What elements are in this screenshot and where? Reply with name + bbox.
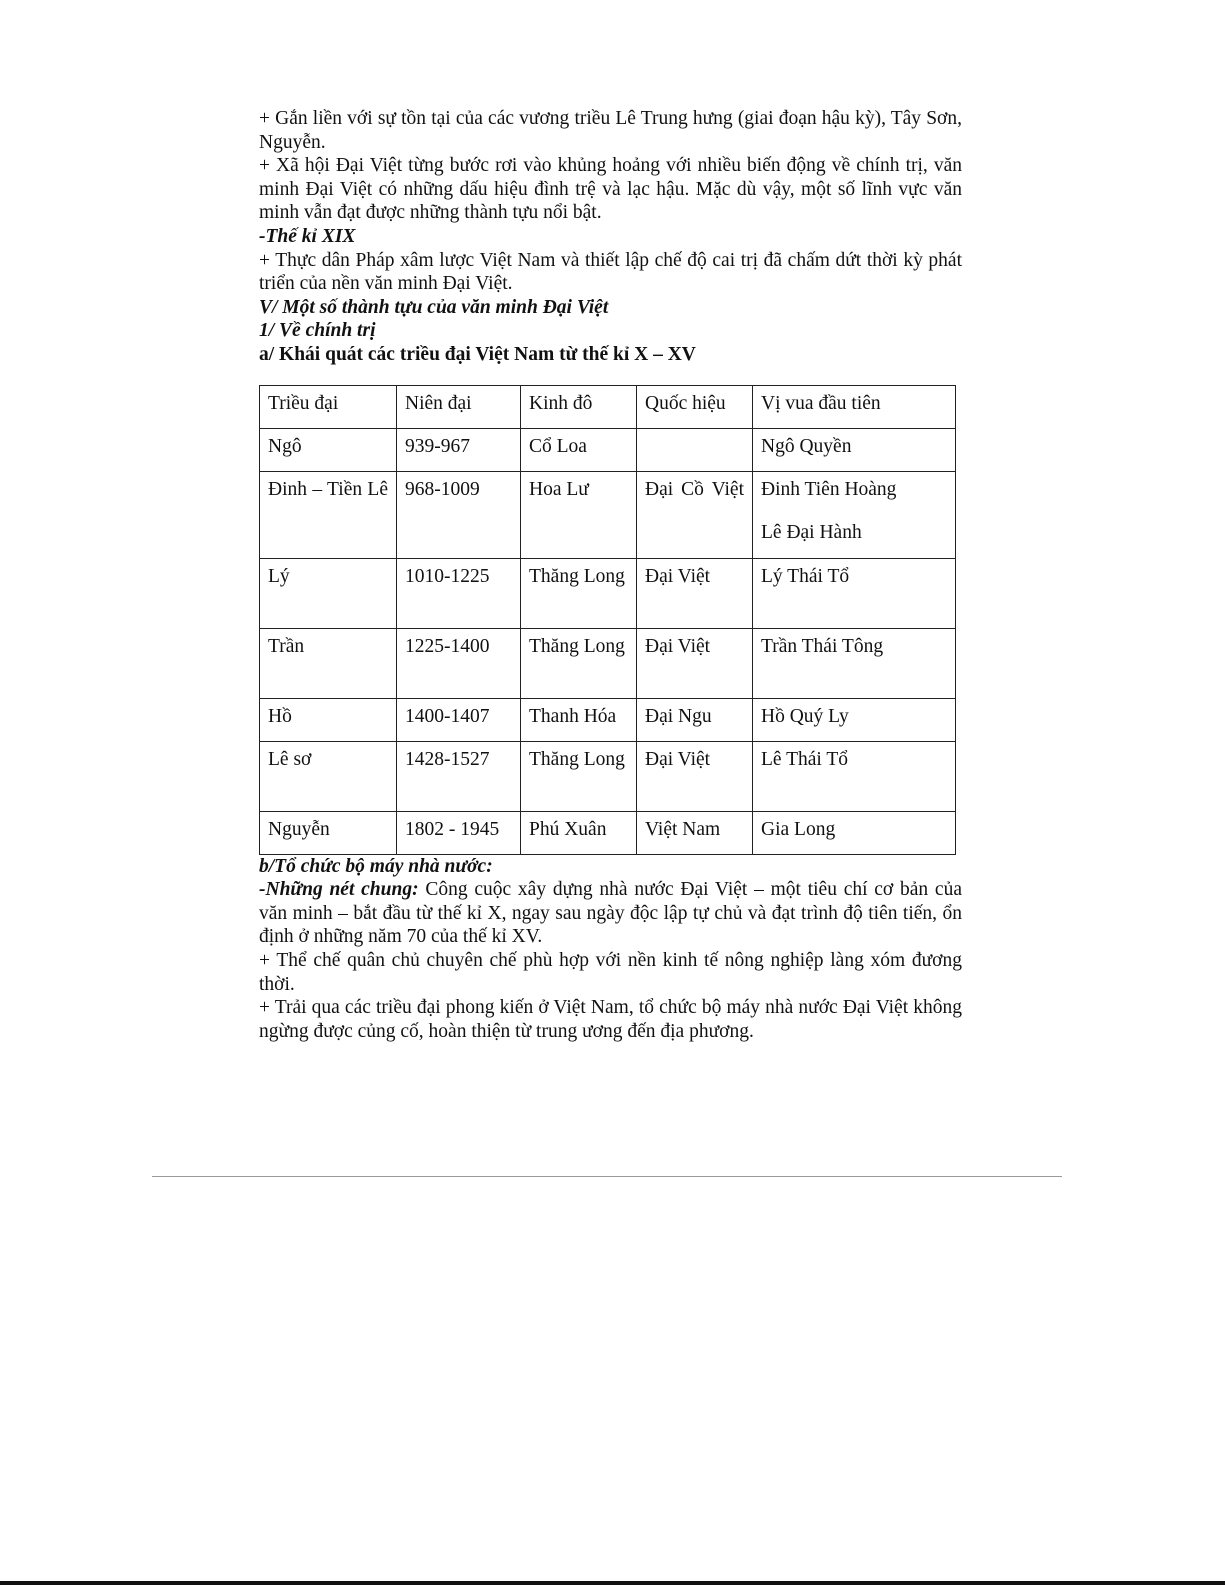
cell-country-name: Đại Cồ Việt xyxy=(637,471,753,558)
common-features-label: -Những nét chung: xyxy=(259,879,419,901)
cell-first-king: Ngô Quyền xyxy=(753,428,956,471)
table-header-row xyxy=(260,385,956,428)
cell-capital: Thăng Long xyxy=(521,558,637,628)
cell-country-name: Đại Việt xyxy=(637,628,753,698)
cell-capital: Thăng Long xyxy=(521,741,637,811)
cell-dynasty: Đinh – Tiền Lê xyxy=(260,471,397,558)
paragraph: + Trải qua các triều đại phong kiến ở Việt Nam, tổ chức bộ máy nhà nước Đại Việt không ngừng được củng cố, hoàn thiện từ trung ương đến địa phương. xyxy=(259,997,962,1042)
paragraph: + Thể chế quân chủ chuyên chế phù hợp với nền kinh tế nông nghiệp làng xóm đương thời. xyxy=(259,949,962,995)
common-features-text: Công cuộc xây dựng nhà nước Đại Việt – một tiêu chí cơ bản của văn minh – bắt đầu từ thế kỉ X, ngay sau ngày độc lập tự chủ và đạt trình độ tiên tiến, ổn định ở những năm 70 của thế kỉ XV. xyxy=(259,879,962,948)
cell-capital: Phú Xuân xyxy=(521,811,637,854)
page-bottom-edge xyxy=(0,1581,1225,1585)
cell-first-king: Hồ Quý Ly xyxy=(753,698,956,741)
cell-capital: Cổ Loa xyxy=(521,428,637,471)
paragraph-common-features xyxy=(259,878,962,949)
cell-first-king: Trần Thái Tông xyxy=(753,628,956,698)
cell-country-name: Việt Nam xyxy=(637,811,753,854)
section-title-v: V/ Một số thành tựu của văn minh Đại Việt xyxy=(259,296,609,318)
cell-years: 939-967 xyxy=(397,428,521,471)
cell-years: 1225-1400 xyxy=(397,628,521,698)
header-country-name: Quốc hiệu xyxy=(637,385,753,428)
paragraph: + Xã hội Đại Việt từng bước rơi vào khủng hoảng với nhiều biến động về chính trị, văn minh Đại Việt có những dấu hiệu đình trệ và lạc hậu. Mặc dù vậy, một số lĩnh vực văn minh vẫn đạt được những thành tựu nổi bật. xyxy=(259,155,962,224)
cell-capital: Thanh Hóa xyxy=(521,698,637,741)
paragraph: + Gắn liền với sự tồn tại của các vương triều Lê Trung hưng (giai đoạn hậu kỳ), Tây Sơn, Nguyễn. xyxy=(259,108,962,153)
header-dynasty: Triều đại xyxy=(260,385,397,428)
cell-years: 968-1009 xyxy=(397,471,521,558)
table-row xyxy=(260,811,956,854)
cell-first-king xyxy=(753,471,956,558)
cell-country-name: Đại Ngu xyxy=(637,698,753,741)
cell-years: 1802 - 1945 xyxy=(397,811,521,854)
cell-capital: Thăng Long xyxy=(521,628,637,698)
dynasty-table xyxy=(259,385,956,855)
dynasty-table-wrapper xyxy=(259,385,955,855)
cell-dynasty: Ngô xyxy=(260,428,397,471)
second-king-line: Lê Đại Hành xyxy=(761,521,862,543)
heading-century-xix: -Thế kỉ XIX xyxy=(259,225,356,247)
cell-first-king: Lý Thái Tổ xyxy=(753,558,956,628)
cell-years: 1428-1527 xyxy=(397,741,521,811)
document-body xyxy=(259,107,962,1043)
paragraph: + Thực dân Pháp xâm lược Việt Nam và thiết lập chế độ cai trị đã chấm dứt thời kỳ phát triển của nền văn minh Đại Việt. xyxy=(259,249,962,295)
table-row xyxy=(260,698,956,741)
cell-country-name: Đại Việt xyxy=(637,558,753,628)
table-row xyxy=(260,741,956,811)
header-years: Niên đại xyxy=(397,385,521,428)
cell-first-king: Gia Long xyxy=(753,811,956,854)
cell-dynasty: Hồ xyxy=(260,698,397,741)
first-king-line: Đinh Tiên Hoàng xyxy=(761,478,897,500)
subsection-dynasties: a/ Khái quát các triều đại Việt Nam từ thế kỉ X – XV xyxy=(259,343,696,365)
section-title-b: b/Tổ chức bộ máy nhà nước: xyxy=(259,855,493,877)
table-row xyxy=(260,428,956,471)
header-capital: Kinh đô xyxy=(521,385,637,428)
cell-dynasty: Lý xyxy=(260,558,397,628)
cell-first-king: Lê Thái Tổ xyxy=(753,741,956,811)
cell-country-name: Đại Việt xyxy=(637,741,753,811)
cell-dynasty: Lê sơ xyxy=(260,741,397,811)
page-divider xyxy=(152,1176,1062,1177)
header-first-king: Vị vua đầu tiên xyxy=(753,385,956,428)
subsection-politics: 1/ Về chính trị xyxy=(259,320,376,342)
cell-years: 1010-1225 xyxy=(397,558,521,628)
table-row xyxy=(260,558,956,628)
table-row xyxy=(260,471,956,558)
table-row xyxy=(260,628,956,698)
cell-dynasty: Trần xyxy=(260,628,397,698)
cell-years: 1400-1407 xyxy=(397,698,521,741)
cell-capital: Hoa Lư xyxy=(521,471,637,558)
cell-country-name xyxy=(637,428,753,471)
cell-dynasty: Nguyễn xyxy=(260,811,397,854)
